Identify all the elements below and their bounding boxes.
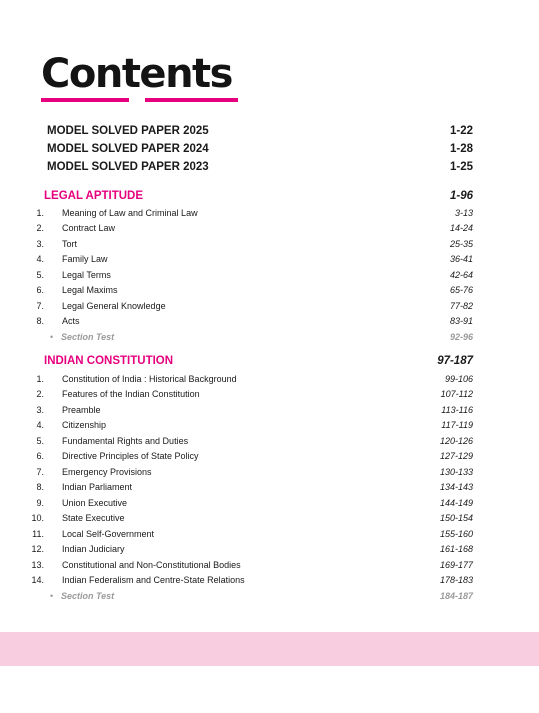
item-label: State Executive	[62, 513, 125, 523]
item-label: Meaning of Law and Criminal Law	[62, 208, 198, 218]
item-pages: 144-149	[439, 498, 473, 508]
toc-item[interactable]	[0, 373, 539, 389]
item-label: Legal Maxims	[62, 285, 118, 295]
toc-item[interactable]	[0, 559, 539, 575]
section-test-label: Section Test	[61, 332, 115, 342]
item-pages: 99-106	[444, 374, 473, 384]
title-underline-left	[41, 98, 129, 102]
item-number: 13.	[31, 560, 44, 570]
item-label: Tort	[62, 239, 78, 249]
item-label: Fundamental Rights and Duties	[62, 436, 189, 446]
paper-label: MODEL SOLVED PAPER 2025	[47, 125, 209, 137]
toc-item[interactable]	[0, 404, 539, 420]
item-pages: 127-129	[439, 451, 473, 461]
item-number: 5.	[36, 270, 44, 280]
item-pages: 3-13	[454, 208, 473, 218]
item-pages: 130-133	[439, 467, 473, 477]
item-label: Contract Law	[62, 223, 116, 233]
item-pages: 83-91	[449, 316, 473, 326]
toc-item[interactable]	[0, 543, 539, 559]
item-number: 6.	[36, 285, 44, 295]
item-number: 9.	[36, 498, 44, 508]
item-pages: 77-82	[449, 301, 473, 311]
toc-item[interactable]	[0, 528, 539, 544]
item-pages: 117-119	[441, 420, 473, 430]
section-test-row[interactable]	[0, 590, 539, 606]
item-pages: 161-168	[439, 544, 473, 554]
item-number: 12.	[31, 544, 44, 554]
toc-item[interactable]	[0, 435, 539, 451]
item-pages: 155-160	[439, 529, 473, 539]
bullet-icon: •	[50, 591, 54, 601]
title-underline-right	[145, 98, 238, 102]
paper-label: MODEL SOLVED PAPER 2023	[47, 161, 209, 173]
item-pages: 134-143	[439, 482, 473, 492]
item-number: 1.	[36, 374, 44, 384]
item-pages: 107-112	[440, 389, 473, 399]
section-heading-row[interactable]	[0, 355, 539, 371]
toc-item[interactable]	[0, 253, 539, 269]
item-number: 2.	[36, 223, 44, 233]
item-label: Directive Principles of State Policy	[62, 451, 199, 461]
item-number: 5.	[36, 436, 44, 446]
toc-item[interactable]	[0, 284, 539, 300]
item-label: Citizenship	[62, 420, 107, 430]
toc-item[interactable]	[0, 419, 539, 435]
section-test-pages: 92-96	[449, 332, 473, 342]
item-label: Indian Federalism and Centre-State Relations	[62, 575, 245, 585]
item-pages: 25-35	[449, 239, 473, 249]
item-number: 8.	[36, 482, 44, 492]
toc-paper-row[interactable]	[0, 125, 539, 141]
toc-paper-row[interactable]	[0, 161, 539, 177]
section-test-row[interactable]	[0, 331, 539, 347]
item-pages: 36-41	[449, 254, 473, 264]
item-number: 6.	[36, 451, 44, 461]
toc-item[interactable]	[0, 466, 539, 482]
item-pages: 65-76	[449, 285, 473, 295]
item-label: Indian Judiciary	[62, 544, 125, 554]
item-label: Local Self-Government	[62, 529, 155, 539]
paper-label: MODEL SOLVED PAPER 2024	[47, 143, 209, 155]
item-number: 8.	[36, 316, 44, 326]
item-label: Legal General Knowledge	[62, 301, 166, 311]
item-label: Preamble	[62, 405, 101, 415]
section-test-label: Section Test	[61, 591, 115, 601]
footer-band	[0, 632, 539, 666]
section-test-pages: 184-187	[439, 591, 473, 601]
item-pages: 150-154	[439, 513, 473, 523]
item-number: 7.	[36, 467, 44, 477]
item-pages: 178-183	[439, 575, 473, 585]
section-heading: INDIAN CONSTITUTION	[44, 355, 174, 367]
item-label: Constitution of India : Historical Background	[62, 374, 237, 384]
toc-item[interactable]	[0, 574, 539, 590]
toc-item[interactable]	[0, 450, 539, 466]
section-pages: 97-187	[437, 355, 473, 367]
paper-pages: 1-22	[449, 125, 473, 137]
item-number: 10.	[31, 513, 44, 523]
item-number: 11.	[32, 529, 44, 539]
toc-item[interactable]	[0, 388, 539, 404]
item-pages: 120-126	[439, 436, 473, 446]
item-label: Family Law	[62, 254, 108, 264]
page-title: Contents	[41, 51, 232, 97]
item-label: Acts	[62, 316, 80, 326]
toc-item[interactable]	[0, 481, 539, 497]
item-number: 14.	[31, 575, 44, 585]
toc-item[interactable]	[0, 315, 539, 331]
toc-item[interactable]	[0, 238, 539, 254]
toc-item[interactable]	[0, 497, 539, 513]
item-label: Indian Parliament	[62, 482, 133, 492]
item-pages: 113-116	[441, 405, 473, 415]
item-label: Constitutional and Non-Constitutional Bodies	[62, 560, 241, 570]
toc-item[interactable]	[0, 222, 539, 238]
item-number: 2.	[36, 389, 44, 399]
toc-item[interactable]	[0, 269, 539, 285]
item-pages: 169-177	[439, 560, 473, 570]
toc-item[interactable]	[0, 512, 539, 528]
paper-pages: 1-28	[449, 143, 473, 155]
section-heading: LEGAL APTITUDE	[44, 190, 144, 202]
item-label: Emergency Provisions	[62, 467, 152, 477]
item-number: 3.	[36, 239, 44, 249]
item-number: 7.	[36, 301, 44, 311]
item-number: 4.	[36, 254, 44, 264]
toc-item[interactable]	[0, 300, 539, 316]
item-number: 4.	[36, 420, 44, 430]
bullet-icon: •	[50, 332, 54, 342]
section-heading-row[interactable]	[0, 190, 539, 206]
toc-paper-row[interactable]	[0, 143, 539, 159]
item-pages: 42-64	[449, 270, 473, 280]
item-number: 1.	[36, 208, 44, 218]
section-pages: 1-96	[449, 190, 473, 202]
item-label: Features of the Indian Constitution	[62, 389, 200, 399]
paper-pages: 1-25	[449, 161, 473, 173]
toc-item[interactable]	[0, 207, 539, 223]
item-pages: 14-24	[449, 223, 473, 233]
item-label: Legal Terms	[62, 270, 111, 280]
item-label: Union Executive	[62, 498, 128, 508]
item-number: 3.	[36, 405, 44, 415]
